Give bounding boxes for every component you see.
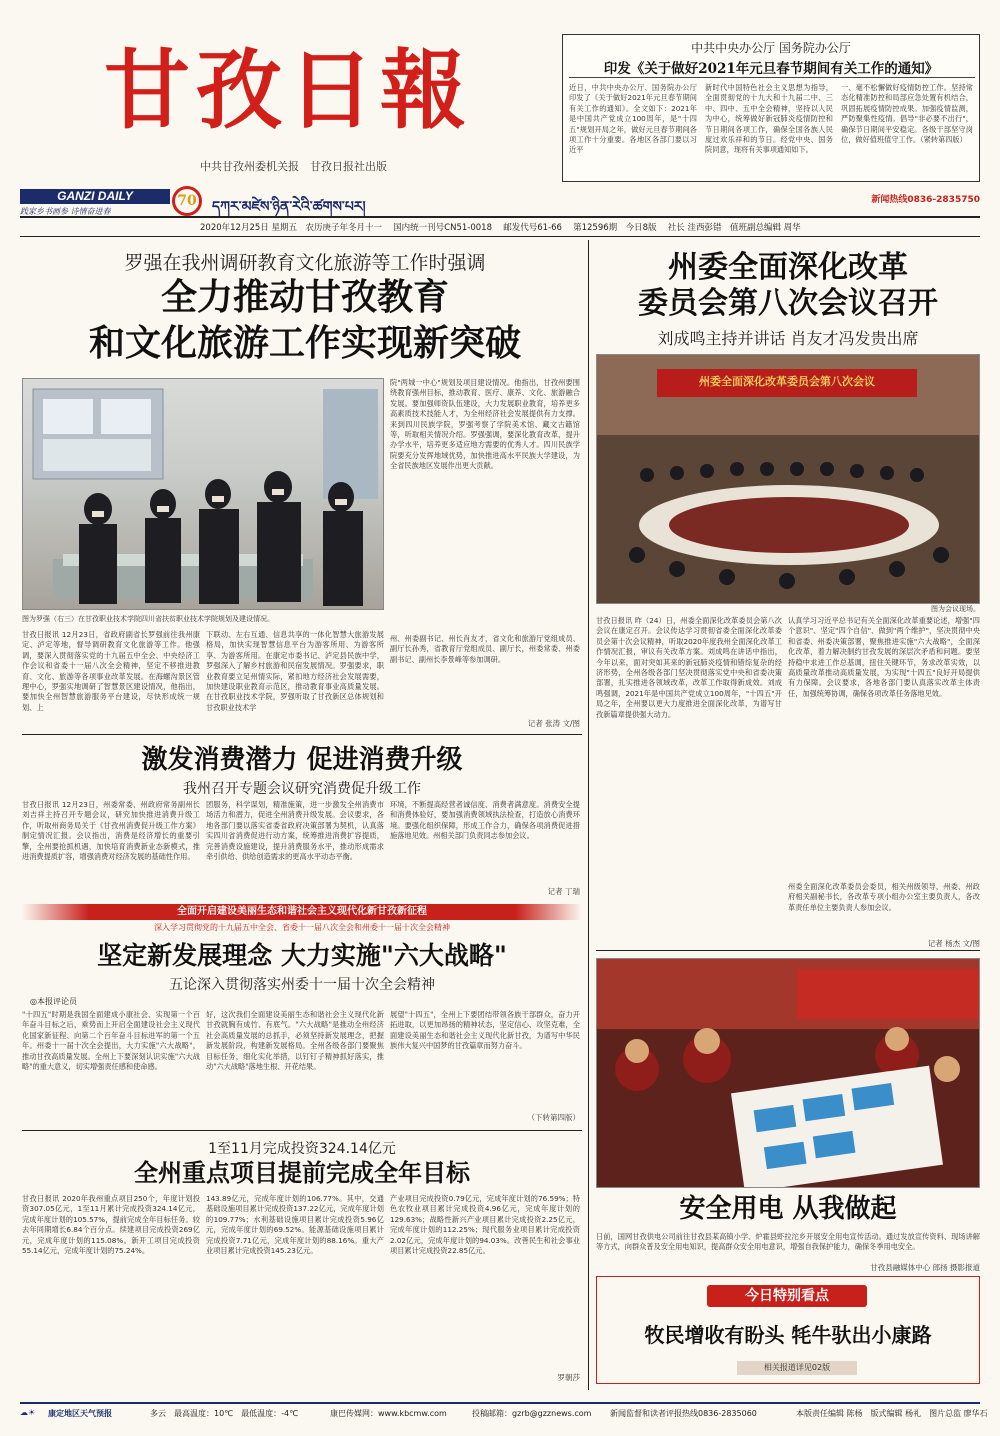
cn-number: 国内统一刊号CN51-0018: [393, 223, 492, 233]
issue-number: 第12596期 今日8版: [573, 223, 657, 233]
post-code: 邮发代号61-66: [503, 223, 562, 233]
lead-byline: 记者 张涛 文/图: [527, 719, 580, 728]
strategy-banner: 全面开启建设美丽生态和谐社会主义现代化新甘孜新征程: [22, 904, 582, 920]
column-divider: [588, 240, 589, 1390]
masthead-slogan: 践家乡书画参 诗情奋进春: [20, 207, 111, 216]
consume-title: 激发消费潜力 促进消费升级: [141, 745, 463, 775]
notice-title: 印发《关于做好2021年元旦春节期间有关工作的通知》: [603, 61, 939, 77]
featured-box: [596, 1276, 980, 1384]
issue-date: 2020年12月25日 星期五 农历庚子年冬月十一: [200, 223, 382, 233]
meeting-title-line2: 委员会第八次会议召开: [638, 286, 938, 321]
meeting-col3: 州委全面深化改革委员会委员，相关州级领导，州委、州政府相关副秘书长，各改革专项小组办公室主要负责人，各改革责任单位主要负责人参加会议。: [788, 882, 980, 912]
english-name: GANZI DAILY: [20, 189, 170, 204]
notice-col1: 近日，中共中央办公厅、国务院办公厅印发了《关于做好2021年元旦春节期间有关工作的通知》。全文如下：2021年是中国共产党成立100周年，是"十四五"规划开局之年，做好元旦春节期间各项工作十分重要。各地区各部门要以习近平: [569, 83, 697, 155]
strategy-col1: "十四五"时期是我国全面建成小康社会、实现第一个百年奋斗目标之后，乘势而上开启全面建设社会主义现代化国家新征程、向第二个百年奋斗目标进军的第一个五年。州委十一届十次全会提出，大力实施"六大战略"，推动甘孜高质量发展。全州上下要深刻认识实施"六大战略"的重大意义，切实增强责任感和使命感。: [22, 1010, 200, 1072]
meeting-photo: [596, 354, 980, 604]
safety-title: 安全用电 从我做起: [679, 1194, 897, 1224]
projects-col3: 产业项目完成投资0.79亿元，完成年度计划的76.59%；特色农牧业项目累计完成投资4.96亿元，完成年度计划的129.63%；战略性新兴产业项目累计完成投资2.25亿元，完成年度计划的112.25%；现代服务业项目累计完成投资2.02亿元，完成年度计划的94.03%。改善民生和社会事业项目累计完成投资22.85亿元。: [390, 1194, 580, 1256]
strategy-continued: （下转第四版）: [527, 1113, 580, 1122]
notice-org: 中共中央办公厅 国务院办公厅: [691, 41, 851, 55]
strategy-subtitle: 五论深入贯彻落实州委十一届十次全会精神: [169, 977, 435, 993]
anniversary-logo-icon: 70: [172, 186, 202, 216]
meeting-photo-illustration: [597, 355, 980, 604]
safety-photo: [596, 958, 980, 1188]
safety-caption: 日前，国网甘孜供电公司前往甘孜县某高镇小学、炉霍县虾拉沱乡开展安全用电宣传活动。通过发放宣传资料、现场讲解等方式，向群众普及安全用电知识，提高群众安全用电意识，增强自我保护能力，确保冬季用电安全。: [596, 1232, 980, 1252]
masthead-bar: [20, 186, 980, 216]
lead-col2: 下联动、左右互通、信息共享的一体化智慧大旅游发展格局，加快实现智慧信息平台为游客所用、为游客所享、为游客所用。在康定市委书记、泸定县民族中学，罗强深入了解乡村旅游和民宿发展情况。罗强要求，职业教育要立足州情实际，紧扣地方经济社会发展需要，加快建设职业教育示范区，推动教育事业高质量发展。在甘孜职业技术学院，罗强听取了甘孜新区总体规划和甘孜职业技术学: [206, 630, 384, 712]
meeting-col2: 认真学习习近平总书记有关全面深化改革重要论述，增强"四个意识"、坚定"四个自信"、做到"两个维护"，坚决贯彻中央和省委、州委决策部署，聚焦推进实施"六大战略"，全面深化改革，着力解决制约甘孜发展的深层次矛盾和问题。要坚持稳中求进工作总基调，扭住关键环节，务求改革实效，以高质量改革推动高质量发展，为实现"十四五"良好开局提供有力保障。会议要求，各地各部门要认真落实改革主体责任，加强统筹协调，确保各项改革任务落地见效。: [788, 616, 980, 698]
featured-label: 今日特别看点: [707, 1285, 867, 1307]
lead-title-line1: 全力推动甘孜教育: [160, 276, 449, 318]
lead-kicker: 罗强在我州调研教育文化旅游等工作时强调: [124, 252, 486, 274]
info-bar: [200, 221, 980, 233]
lead-col3: 院"两城一中心"规划及项目建设情况。他指出，甘孜州要围绕教育强州目标，推动教育、医疗、康养、文化、旅游融合发展。要加强师资队伍建设，大力发展职业教育，培养更多高素质技术技能人才，为全州经济社会发展提供有力支撑。来到四川民族学院，罗强考察了学院美术馆、藏文古籍馆等，听取相关情况介绍。罗强强调，要深化教育改革，提升办学水平，培养更多适应地方需要的优秀人才。四川民族学院要充分发挥地域优势，加快推进高水平民族大学建设，为全省民族地区发展作出更大贡献。: [390, 378, 580, 471]
consume-subtitle: 我州召开专题会议研究消费促升级工作: [183, 781, 421, 797]
meeting-col1: 甘孜日报讯 昨（24）日，州委全面深化改革委员会第八次会议在康定召开。会议传达学习贯彻省委全面深化改革委员会第十次会议精神，听取2020年度我州全面深化改革工作情况汇报，审议有关改革方案。刘成鸣在讲话中指出，今年以来，面对突如其来的新冠肺炎疫情和错综复杂的经济形势，全州各级各部门坚决贯彻落实党中央和省委决策部署，扎实推进各领域改革，改革工作取得新成效。刘成鸣强调，2021年是中国共产党成立100周年，"十四五"开局之年，全州要以更大力度推进全面深化改革，为谱写甘孜新篇章提供强大动力。: [596, 616, 782, 719]
projects-kicker: 1至11月完成投资324.14亿元: [208, 1141, 396, 1157]
meeting-photo-caption: 图为会议现场。: [931, 605, 980, 613]
safety-byline: 甘孜县融媒体中心 郎扬 摄影报道: [870, 1263, 980, 1272]
footer-weather-detail: 多云 最高温度：10℃ 最低温度：-4℃: [150, 1409, 299, 1418]
strategy-title: 坚定新发展理念 大力实施"六大战略": [97, 941, 507, 970]
lead-bottom-rule: [22, 734, 582, 735]
footer-bar: [20, 1402, 988, 1422]
tibetan-title: དཀར་མཛེས་ཉིན་རེའི་ཚགས་པར།: [212, 199, 366, 215]
lead-photo-illustration: [23, 379, 384, 610]
editor-line: 社长 洼西彭错 值班副总编辑 周华: [667, 223, 801, 233]
consume-col2: 团服务，科学谋划，精准施策，进一步激发全州消费市场活力和潜力，促进全州消费升级发展。会议要求，各地各部门要以落实省委省政府决策部署为契机，认真落实四川省消费促进行动方案，统筹推进消费扩容提质，完善消费设施建设，提升消费服务水平，推动形成需求牵引供给、供给创造需求的更高水平动态平衡。: [206, 800, 384, 862]
meeting-subtitle: 刘成鸣主持并讲话 肖友才冯发贵出席: [657, 329, 919, 348]
footer-email: 投稿邮箱：gzrb@gzznews.com: [472, 1409, 592, 1418]
footer-site: 康巴传媒网：www.kbcmw.com: [330, 1409, 447, 1418]
meeting-byline: 记者 杨杰 文/图: [927, 939, 980, 948]
meeting-bottom-rule: [596, 950, 980, 951]
consume-byline: 记者 丁瑞: [547, 887, 580, 896]
footer-staff: 本版责任编辑 陈杨 版式编辑 杨礼 图片总监 廖华石: [796, 1409, 988, 1418]
featured-title: 牧民增收有盼头 牦牛驮出小康路: [644, 1323, 932, 1347]
strategy-col3: 展望"十四五"，全州上下要团结带领各族干部群众，奋力开拓进取，以更加昂扬的精神状态，坚定信心、攻坚克难，全面建设美丽生态和谐社会主义现代化新甘孜，为谱写中华民族伟大复兴中国梦的甘孜篇章而努力奋斗。: [390, 1010, 580, 1051]
strategy-bottom-rule: [22, 1130, 582, 1131]
masthead-sponsor: 中共甘孜州委机关报 甘孜日报社出版: [200, 161, 387, 173]
meeting-photo-banner: 州委全面深化改革委员会第八次会议: [699, 375, 875, 388]
lead-photo-caption: 图为罗强（右三）在甘孜职业技术学院四川省扶贫职业技术学院规划及建设情况。: [22, 615, 274, 623]
projects-byline: 罗朝莎: [557, 1373, 580, 1382]
notice-col3: 一、毫不松懈做好疫情防控工作。坚持常态化精准防控和局部应急处置有机结合，巩固拓展疫情防控成果。加强疫情监测，严防聚集性疫情。倡导"非必要不出行"，确保节日期间平安稳定。各级干部坚守岗位，做好值班值守工作。（紧转第四版）: [841, 83, 973, 145]
consume-col3: 环境，不断提高经营者诚信度、消费者满意度。消费安全提和消费体验好，要加强消费领域执法检查，打造放心消费环境。要强化组织保障，形成工作合力，确保各项消费促进措施落地见效。州相关部门负责同志参加会议。: [390, 800, 580, 841]
meeting-title-line1: 州委全面深化改革: [668, 250, 908, 285]
info-rule-bottom: [20, 236, 980, 237]
notice-box: [562, 34, 980, 182]
info-rule-top: [20, 216, 980, 218]
lead-col4: 州、州委副书记、州长肖友才，省文化和旅游厅党组成员、副厅长孙秀，省教育厅党组成员、副厅长，州委常委、州委副书记、副州长李景峰等参加调研。: [390, 634, 580, 664]
weather-icon: ☁☀: [20, 1408, 36, 1417]
strategy-author: ◎本报评论员: [30, 997, 77, 1006]
projects-col2: 143.89亿元，完成年度计划的106.77%。其中，交通基础设施项目累计完成投资137.22亿元，完成年度计划的109.77%；水利基础设施项目累计完成投资5.96亿元，完成年度计划的69.52%。能源基础设施项目累计完成投资7.71亿元，完成年度计划的88.16%。重大产业项目累计完成投资145.23亿元。: [206, 1194, 384, 1256]
featured-see: 相关报道详见02版: [737, 1361, 857, 1375]
projects-title: 全州重点项目提前完成全年目标: [134, 1158, 470, 1187]
projects-col1: 甘孜日报讯 2020年我州重点项目250个，年度计划投资307.05亿元，1至11月累计完成投资324.14亿元，完成年度计划的105.57%，提前完成全年目标任务。较去年同期增长6.84个百分点。续建项目完成投资269亿元，完成年度计划的115.08%。新开工项目完成投资55.14亿元，完成年度计划的75.24%。: [22, 1194, 200, 1256]
safety-photo-illustration: [597, 959, 980, 1188]
notice-rule: [569, 77, 975, 78]
notice-col2: 新时代中国特色社会主义思想为指导，全面贯彻党的十九大和十九届二中、三中、四中、五中全会精神，坚持以人民为中心，统筹做好新冠肺炎疫情防控和节日期间各项工作，确保全国各族人民度过欢乐祥和的节日。经党中央、国务院同意，现将有关事项通知如下。: [705, 83, 833, 155]
masthead: [30, 18, 550, 193]
strategy-col2: 好，这次我们全面建设美丽生态和谐社会主义现代化新甘孜就胸有成竹、有底气。"六大战略"是推动全州经济社会高质量发展的总抓手，必须坚持新发展理念，把握新发展阶段，构建新发展格局。全州各级各部门要聚焦目标任务，细化实化举措，以钉钉子精神抓好落实，推动"六大战略"落地生根、开花结果。: [206, 1010, 384, 1072]
lead-col1: 甘孜日报讯 12月23日，省政府副省长罗强前往我州康定、泸定等地，督导调研教育文化旅游等工作。他强调，要深入贯彻落实党的十九届五中全会、中央经济工作会议和省委十一届八次全会精神，坚定不移推进教育、文化、旅游等各项事业改革发展。在海螺沟景区管理中心，罗强实地调研了智慧景区建设情况，他指出，要加快全州智慧旅游服务平台建设，尽快形成统一规划、上: [22, 630, 200, 712]
news-hotline: 新闻热线0836-2835750: [871, 195, 980, 205]
footer-phone: 新闻监督和读者评报热线0836-2835060: [610, 1409, 757, 1418]
lead-title-line2: 和文化旅游工作实现新突破: [88, 322, 521, 364]
lead-photo: [22, 378, 384, 610]
footer-weather: 康定地区天气预报: [48, 1409, 112, 1418]
consume-col1: 甘孜日报讯 12月23日，州委常委、州政府常务副州长刘吉祥主持召开专题会议，研究加快推进消费升级工作，听取州商务局关于《甘孜州消费促升级工作方案》制定情况汇报。会议指出，消费是经济增长的重要引擎，全州要抢抓机遇，加快培育消费新业态新模式，推进消费提质扩容，增强消费对经济发展的基础性作用。: [22, 800, 200, 862]
strategy-banner-sub: 深入学习贯彻党的十九届五中全会、省委十一届八次全会和州委十一届十次全会精神: [154, 923, 450, 932]
masthead-title: 甘孜日報: [104, 40, 472, 141]
